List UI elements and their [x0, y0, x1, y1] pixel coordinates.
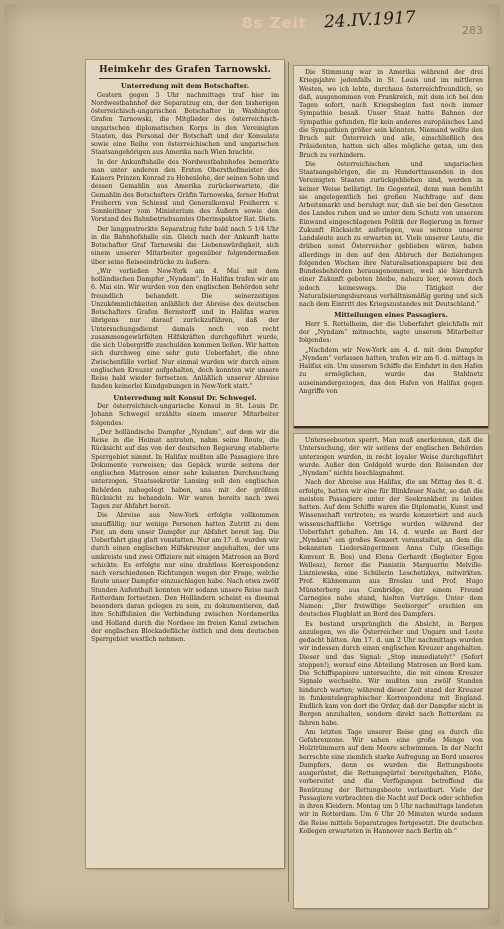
paragraph: Der langgestreckte Separatzug fuhr bald nach 5 1/4 Uhr in die Bahnhofshalle ein. Gleich nach der Ankunft hatte Botschafter Graf Tarnowski die Liebenswürdigkeit, sich einem unserer Mitarbeiter gegenüber folgendermaßen über seine Reiseeindrücke zu äußern:	[91, 225, 279, 266]
paragraph: Gestern gegen 5 Uhr nachmittags traf hier im Nordwestbahnhof der Separatzug ein, der den bisherigen österreichisch-ungarischen Botschafter in Washington Grafen Tarnowski, die Mitglieder des österreichisch-ungarischen diplomatischen Korps in den Vereinigten Staaten, das Personal der Botschaft und der Konsulate sowie eine Reihe von österreichischen und ungarischen Staatsangehörigen aus Amerika nach Wien brachte.	[91, 91, 279, 157]
paragraph: Die österreichischen und ungarischen Staatsangehörigen, die zu Hunderttausenden in den Vereinigten Staaten zurückgeblieben sind, werden in keiner Weise belästigt. Im Gegenteil, denn man bemüht sie angelegentlich bei großen Nachfrage auf dem Arbeitsmarkt und beruhigt nur, daß sie bei den Gesetzen des Landes ruhen und so unter dem Schutz von unserem Einwand eingeschlagenen Politik der Regierung in ferner Zukunft Rücksicht auferlegen, was seitens unserer Landsleute auch zu erwarten ist. Viele unserer Leute, die drüben sonst Österreicher geblieben wären, haben allerdings in den auf den Abbruch der Beziehungen folgenden Wochen ihre Naturalisationspapiere bei den Bundesbehörden herausgenommen, weil sie hierdurch einer Zukunft geboten bleibe, nahezu leer, wovon doch jedoch keineswegs. Die Tätigkeit der Naturalisierungsbureaus verhältnismäßig gering und sich nach dem Eintritt des Kriegszustandes mit Deutschland.“	[299, 160, 483, 308]
clipping-left-column	[86, 60, 284, 868]
paragraph: Der österreichisch-ungarische Konsul in St. Louis Dr. Johann Schwegel erzählte einem unserer Mitarbeiter folgendes:	[91, 403, 279, 427]
paragraph: In der Ankunftshalle des Nordwestbahnhofes bemerkte man unter anderen den Ersten Obersthofmeister des Kaisers Prinzen Konrad zu Hohenlohe, der seinen Sohn und dessen Gemahlin aus Amerika zurückerwartete, die Gemahlin des Botschafters Gräfin Tarnowska, ferner Hofrat Freiherrn von Schiessl und Generalkonsul Freiherrn v. Sonnleithner vom Ministerium des Äußern sowie den Vorstand des Bahnbetriebsamtes Oberinspektor Rat. Diets.	[91, 158, 279, 224]
clipping-right-bottom	[294, 434, 488, 908]
clipping-right-top	[294, 66, 488, 428]
right-bottom-text	[294, 434, 488, 840]
paragraph: Nach der Abreise aus Halifax, die am Mittag des 8. d. erfolgte, hatten wir eine für Blinkfeuer Nacht, so daß die meisten Passagiere unter der Seekrankheit zu leiden hatten. Auf dem Schiffe waren die Diplomatie, Kunst und Wissenschaft vertreten; es wurde konzertiert und auch wissenschaftliche Vorträge wurden während der Ueberfahrt gehalten. Am 14. d. wurde an Bord der „Nyndam“ ein großes Konzert veranstaltet, an dem die bekannten Liedersängerinnen Anna Culp (Gesellige Konvent B. Bos) und Elena Gerhardt (Begleiter Egon Wellesz), ferner die Pianistin Marguerite Melville-Liszniewska, eine Schülerin Leschetizkys, mitwirkten. Prof. Kühnemann aus Breslau und Prof. Hugo Münsterberg aus Cambridge, der einem Freund Carnegies nahe stand, hielten Vorträge. Unter dem Namen: „Der freiwillige Seelsorger“ erschien ein deutsches Flugblatt an Bord des Dampfers.	[299, 479, 483, 619]
section-subheading: Unterredung mit Konsul Dr. Schwegel.	[113, 393, 257, 402]
paragraph: Herr S. Rettelheim, der die Ueberfahrt gleichfalls mit der „Nyndam“ mitmachte, sagte unserem Mitarbeiter folgendes:	[299, 320, 483, 345]
paragraph: Es bestand ursprünglich die Absicht, in Bergen anzulegen, wo die Österreicher und Ungarn und Leute gedacht hätten. Am 17. d. um 2 Uhr nachmittags wurden wir indessen durch einen englischen Kreuzer angehalten. Dieser und das Signal: „Stop immediately!“ (Sofort stoppen!), worauf eine Abteilung Matrosen an Bord kam. Die Schiffspapiere untersuchte, die mit einem Kreuzer Signale wechselte. Wir mußten nun zwölf Stunden hindurch warten; während dieser Zeit stand der Kreuzer in funkentelegraphischer Korrespondenz mit England. Endlich kam von dort die Order, daß der Dampfer nicht in Bergen anzuhalten, sondern direkt nach Rotterdam zu fahren habe.	[299, 620, 483, 727]
paragraph: Die Stimmung war in Amerika während der drei Kriegsjahre jedenfalls in St. Louis und im mittleren Westen, wo ich lebte, durchaus österreichfreundlich, so daß, ausgenommen von Frankreich, mit dem ich bei den Tagen sofort, nach Kriegsbeginn fast noch immer Sympathie besaß. Unser Staat hatte Bahnen der Sympathie gefunden, für kein anderes europäisches Land die Sympathien größer sein könnten. Niemand wollte den Bruch mit Österreich und alle, einschließlich des Präsidenten, hatten sich alles mögliche getan, um den Bruch zu verhindern.	[299, 69, 483, 159]
column-divider	[288, 62, 289, 902]
archive-stamp: 283	[462, 24, 483, 37]
paragraph: Unterseebooten sperrt. Man muß anerkennen, daß die Untersuchung, der wir seitens der englischen Behörden unterzogen wurden, in recht loyaler Weise durchgeführt wurde. Außer den Goldgeld wurde den Reisenden der „Nyndam“ nichts beschlagnahmt.	[299, 437, 483, 477]
paragraph: „Wir verließen New-York am 4. Mai mit dem holländischen Dampfer „Nyndam“. In Halifax trafen wir am 6. Mai ein. Wir wurden von den englischen Behörden sehr freundlich behandelt. Die seinerzeitigen Unzukömmlichkeiten anläßlich der Abreise des deutschen Botschafters Grafen Bernstorff und in Halifax waren übrigens nur darauf zurückzuführen, daß der Untersuchungsdienst damals noch von recht zusammengewürfelten Hilfskräften durchgeführt wurde, die sich Uebergriffe zuschulden kommen ließen. Wir hatten sich durchweg eine sehr gute Ueberfahrt, die ohne Zwischenfälle verlief. Nur einmal wurden wir durch einen englischen Kreuzer aufgehalten, doch konnten wir unsere Reise bald wieder fortsetzen. Anläßlich unserer Abreise fanden keinerlei Kundgebungen in New-York statt.“	[91, 267, 279, 391]
section-subheading: Unterredung mit dem Botschafter.	[121, 82, 249, 90]
article-title: Heimkehr des Grafen Tarnowski.	[99, 65, 271, 75]
paragraph: „Nachdem wir New-York am 4. d. mit dem Dampfer „Nyndam“ verlassen hatten, trafen wir am 6. d. mittags in Halifax ein. Um unserem Schiffe die Einfahrt in den Hafen zu ermöglichen, wurde das Stahlnetz auseinandergezogen, das den Hafen von Halifax gegen Angriffe von	[299, 346, 483, 395]
left-column-text	[86, 60, 284, 648]
title-rule	[99, 78, 271, 79]
right-top-text	[294, 66, 488, 400]
faded-masthead: 8s Zeit	[242, 14, 307, 32]
paragraph: Die Abreise aus New-York erfolgte vollkommen unauffällig; nur wenige Personen hatten Zutritt zu dem Pier, an dem unser Dampfer zur Abfahrt bereit lag. Die Ueberfahrt ging glatt vonstatten. Nur am 17. d. wurden wir durch einen englischen Hilfskreuzer angehalten, der uns umkreiste und zwei Offiziere mit einigen Matrosen an Bord schickte. Es erfolgte nur eine drahtlose Korrespondenz nach verschiedenen Richtungen wegen der Frage, welche Route unser Dampfer einzuschlagen habe. Nach etwa zwölf Stunden Aufenthalt konnten wir sodann unsere Reise nach Rotterdam fortsetzen. Den Holländern scheint es diesmal besonders daran gelegen zu sein, zu dokumentieren, daß ihre Schiffslinien die Verbindung zwischen Nordamerika und Holland durch die Nordsee im freien Kanal zwischen der englischen Blockadefläche östlich und dem deutschen Sperrgebiet westlich nehmen.	[91, 512, 279, 643]
paper-sheet	[4, 4, 500, 925]
clipping-border	[294, 426, 488, 428]
section-subheading: Mitteilungen eines Passagiers.	[334, 311, 448, 320]
paragraph: Am letzten Tage unserer Reise ging es durch die Gefahrenzone. Wir sahen eine große Menge von Holztrümmern auf dem Meere schwimmen. In der Nacht herrschte eine ziemlich starke Aufregung an Bord unseres Dampfers, denn es wurden die Rettungsboote ausgerüstet, die Rettungsgürtel bereitgehalten, Flöße, vorbereitet und die Verfügungen betreffend die Benützung der Rettungsboote verlautbart. Viele der Passagiere verbrachten die Nacht auf Deck oder schliefen in ihren Kleidern. Montag um 5 Uhr nachmittags landeten wir in Rotterdam. Um 6 Uhr 20 Minuten wurde sodann die Reise mittels Separatzuges fortgesetzt. Die deutschen Kollegen erwarteten in Hannover nach Berlin ab.“	[299, 728, 484, 835]
paragraph: „Der holländische Dampfer „Nyndam“, auf dem wir die Reise in die Heimat antraten, nahm seine Route, die Rücksicht auf das von der deutschen Regierung etablierte Sperrgebiet nimmt. In Halifax mußten alle Passagiere ihre Dokumente vorweisen; das Gepäck wurde seitens der englischen Matrosen einer sehr kulanten Durchsuchung unterzogen. Staatssekretär Lansing soll den englischen Behörden nahegelegt haben, uns mit der größten Rücksicht zu behandeln. Wir waren bereits nach zwei Tagen zur Abfahrt bereit.	[91, 428, 279, 510]
handwritten-date: 24.IV.1917	[323, 7, 417, 33]
